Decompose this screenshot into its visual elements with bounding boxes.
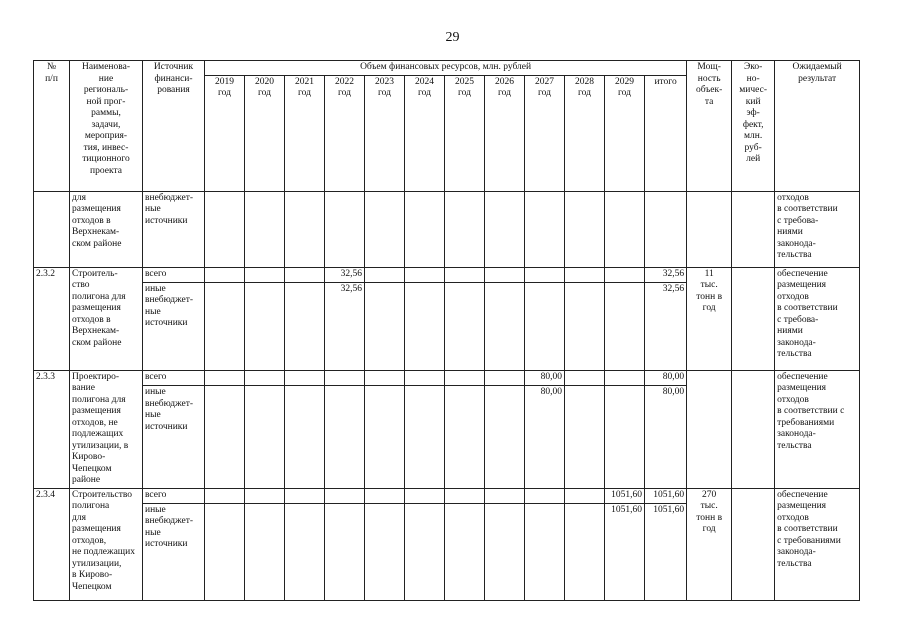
row-value-total xyxy=(325,370,365,386)
row-value-other xyxy=(565,503,605,600)
row-value-total xyxy=(485,267,525,282)
cont-value xyxy=(285,191,325,267)
row-value-other: 1051,60 xyxy=(645,503,687,600)
row-value-other xyxy=(565,282,605,370)
header-year: 2023 год xyxy=(365,75,405,191)
row-value-other xyxy=(565,386,605,488)
row-capacity: 11 тыс. тонн в год xyxy=(687,267,732,370)
header-capacity: Мощ- ность объек- та xyxy=(687,61,732,192)
table-row xyxy=(34,267,860,282)
row-value-total xyxy=(445,488,485,503)
row-result: обеспечение размещения отходов в соответствии с требованиями законода- тельства xyxy=(775,488,860,600)
row-value-total: 1051,60 xyxy=(645,488,687,503)
cont-econ xyxy=(732,191,775,267)
row-value-total xyxy=(565,267,605,282)
cont-num xyxy=(34,191,70,267)
row-value-total: 80,00 xyxy=(525,370,565,386)
cont-value xyxy=(205,191,245,267)
row-value-other xyxy=(365,503,405,600)
row-value-total xyxy=(365,267,405,282)
row-value-other xyxy=(285,386,325,488)
row-value-total xyxy=(285,370,325,386)
row-value-total xyxy=(365,370,405,386)
cont-value xyxy=(245,191,285,267)
header-volume: Объем финансовых ресурсов, млн. рублей xyxy=(205,61,687,76)
row-capacity xyxy=(687,370,732,488)
row-value-other xyxy=(605,386,645,488)
header-year: 2029 год xyxy=(605,75,645,191)
row-value-other: 80,00 xyxy=(645,386,687,488)
header-name: Наименова- ние региональ- ной прог- раммы, задачи, мероприя- тия, инвес- тиционного проекта xyxy=(70,61,143,192)
row-value-other xyxy=(445,386,485,488)
cont-value xyxy=(605,191,645,267)
cont-value xyxy=(525,191,565,267)
continuation-row xyxy=(34,191,860,267)
row-value-total xyxy=(245,267,285,282)
row-value-other xyxy=(525,503,565,600)
header-year: 2025 год xyxy=(445,75,485,191)
cont-value xyxy=(565,191,605,267)
row-value-other xyxy=(205,503,245,600)
row-value-other: 1051,60 xyxy=(605,503,645,600)
row-name: Проектиро- вание полигона для размещения отходов, не подлежащих утилизации, в Кирово- Чепецком районе xyxy=(70,370,143,488)
row-source-total: всего xyxy=(143,370,205,386)
cont-value xyxy=(645,191,687,267)
row-value-other xyxy=(405,282,445,370)
header-result: Ожидаемый результат xyxy=(775,61,860,192)
row-value-other: 32,56 xyxy=(645,282,687,370)
row-source-total: всего xyxy=(143,488,205,503)
header-year: 2021 год xyxy=(285,75,325,191)
row-value-other xyxy=(365,386,405,488)
row-value-other xyxy=(245,503,285,600)
header-year: 2022 год xyxy=(325,75,365,191)
row-result: обеспечение размещения отходов в соответствии с требованиями законода- тельства xyxy=(775,370,860,488)
cont-name: для размещения отходов в Верхнекам- ском районе xyxy=(70,191,143,267)
row-econ-effect xyxy=(732,267,775,370)
row-value-other xyxy=(485,282,525,370)
row-value-total xyxy=(405,370,445,386)
row-name: Строительство полигона для размещения отходов, не подлежащих утилизации, в Кирово- Чепецком xyxy=(70,488,143,600)
cont-value xyxy=(405,191,445,267)
row-value-other xyxy=(325,386,365,488)
table-row xyxy=(34,370,860,386)
header-row xyxy=(34,61,860,76)
row-value-total xyxy=(205,370,245,386)
cont-value xyxy=(485,191,525,267)
row-value-total: 80,00 xyxy=(645,370,687,386)
row-value-other: 32,56 xyxy=(325,282,365,370)
row-value-total xyxy=(205,488,245,503)
cont-value xyxy=(325,191,365,267)
row-value-other: 80,00 xyxy=(525,386,565,488)
row-value-other xyxy=(445,282,485,370)
row-value-total xyxy=(485,370,525,386)
row-value-total xyxy=(565,488,605,503)
row-value-total xyxy=(405,267,445,282)
row-value-total xyxy=(565,370,605,386)
row-name: Строитель- ство полигона для размещения отходов в Верхнекам- ском районе xyxy=(70,267,143,370)
cont-source: внебюджет- ные источники xyxy=(143,191,205,267)
row-value-other xyxy=(205,282,245,370)
row-value-total xyxy=(245,370,285,386)
header-year: итого xyxy=(645,75,687,191)
header-source: Источник финанси- рования xyxy=(143,61,205,192)
row-value-total xyxy=(605,370,645,386)
row-num: 2.3.4 xyxy=(34,488,70,600)
row-value-total xyxy=(285,267,325,282)
row-value-other xyxy=(285,282,325,370)
row-value-total xyxy=(325,488,365,503)
row-value-other xyxy=(325,503,365,600)
row-source-other: иные внебюджет- ные источники xyxy=(143,503,205,600)
header-econ-effect: Эко- но- мичес- кий эф- фект, млн. руб- лей xyxy=(732,61,775,192)
row-value-total xyxy=(525,267,565,282)
row-value-other xyxy=(485,503,525,600)
row-num: 2.3.2 xyxy=(34,267,70,370)
row-value-total xyxy=(445,267,485,282)
row-source-other: иные внебюджет- ные источники xyxy=(143,386,205,488)
row-value-other xyxy=(405,386,445,488)
row-value-total xyxy=(365,488,405,503)
header-year: 2024 год xyxy=(405,75,445,191)
row-value-total: 32,56 xyxy=(645,267,687,282)
header-year: 2026 год xyxy=(485,75,525,191)
row-value-other xyxy=(605,282,645,370)
row-econ-effect xyxy=(732,370,775,488)
header-year: 2020 год xyxy=(245,75,285,191)
row-value-total xyxy=(485,488,525,503)
row-num: 2.3.3 xyxy=(34,370,70,488)
table-row xyxy=(34,488,860,503)
row-value-total xyxy=(405,488,445,503)
page-number: 29 xyxy=(445,30,460,45)
row-value-other xyxy=(205,386,245,488)
row-value-total xyxy=(605,267,645,282)
row-value-other xyxy=(245,282,285,370)
row-value-total xyxy=(205,267,245,282)
row-econ-effect xyxy=(732,488,775,600)
header-year: 2019 год xyxy=(205,75,245,191)
header-year: 2027 год xyxy=(525,75,565,191)
row-value-other xyxy=(525,282,565,370)
row-value-total xyxy=(525,488,565,503)
row-capacity: 270 тыс. тонн в год xyxy=(687,488,732,600)
row-value-total xyxy=(245,488,285,503)
row-value-total: 1051,60 xyxy=(605,488,645,503)
row-value-other xyxy=(445,503,485,600)
header-num: № п/п xyxy=(34,61,70,192)
cont-value xyxy=(365,191,405,267)
row-source-other: иные внебюджет- ные источники xyxy=(143,282,205,370)
row-value-total xyxy=(285,488,325,503)
row-value-total xyxy=(445,370,485,386)
row-result: обеспечение размещения отходов в соответствии с требова- ниями законода- тельства xyxy=(775,267,860,370)
row-value-other xyxy=(405,503,445,600)
row-source-total: всего xyxy=(143,267,205,282)
row-value-total: 32,56 xyxy=(325,267,365,282)
cont-value xyxy=(445,191,485,267)
financing-table xyxy=(33,60,860,601)
row-value-other xyxy=(365,282,405,370)
header-year: 2028 год xyxy=(565,75,605,191)
cont-capacity xyxy=(687,191,732,267)
row-value-other xyxy=(485,386,525,488)
row-value-other xyxy=(245,386,285,488)
row-value-other xyxy=(285,503,325,600)
cont-result: отходов в соответствии с требова- ниями законода- тельства xyxy=(775,191,860,267)
